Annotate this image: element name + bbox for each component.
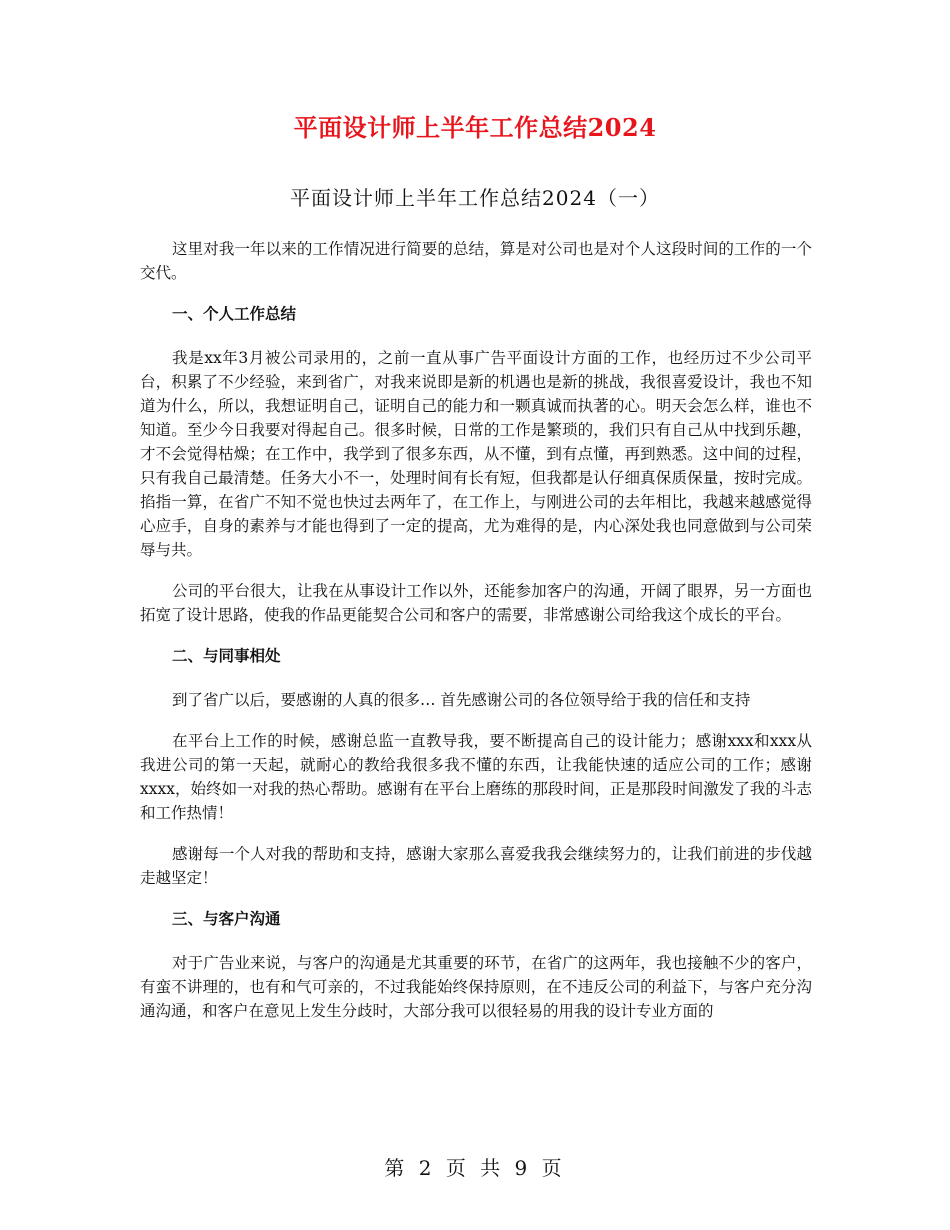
thanks-leaders-paragraph: 到了省广以后，要感谢的人真的很多… 首先感谢公司的各位领导给于我的信任和支持 — [172, 691, 751, 709]
page-number-footer: 第 2 页 共 9 页 — [384, 1156, 566, 1180]
document-body — [140, 237, 812, 1040]
client-communication-paragraph: 对于广告业来说，与客户的沟通是尤其重要的环节，在省广的这两年，我也接触不少的客户，有蛮不讲理的，也有和气可亲的，不过我能始终保持原则，在不违反公司的利益下，与客户充分沟通沟通，和客户在意见上发生分歧时，大部分我可以很轻易的用我的设计专业方面的 — [140, 954, 812, 1020]
section-heading-personal-summary: 一、个人工作总结 — [172, 304, 297, 323]
section-heading-clients: 三、与客户沟通 — [172, 909, 281, 928]
document-title: 平面设计师上半年工作总结2024 — [293, 113, 657, 142]
personal-summary-paragraph: 我是xx年3月被公司录用的，之前一直从事广告平面设计方面的工作，也经历过不少公司平台，积累了不少经验，来到省广，对我来说即是新的机遇也是新的挑战，我很喜爱设计，我也不知道为什么，所以，我想证明自己，证明自己的能力和一颗真诚而执著的心。明天会怎么样，谁也不知道。至少今日我要对得起自己。很多时候，日常的工作是繁琐的，我们只有自己从中找到乐趣，才不会觉得枯燥；在工作中，我学到了很多东西，从不懂，到有点懂，再到熟悉。这中间的过程，只有我自己最清楚。任务大小不一，处理时间有长有短，但我都是认仔细真保质保量，按时完成。掐指一算，在省广不知不觉也快过去两年了，在工作上，与刚进公司的去年相比，我越来越感觉得心应手，自身的素养与才能也得到了一定的提高，尤为难得的是，内心深处我也同意做到与公司荣辱与共。 — [140, 349, 812, 559]
thanks-everyone-paragraph: 感谢每一个人对我的帮助和支持，感谢大家那么喜爱我我会继续努力的，让我们前进的步伐越走越坚定！ — [140, 845, 812, 887]
thanks-colleagues-paragraph: 在平台上工作的时候，感谢总监一直教导我，要不断提高自己的设计能力；感谢xxx和xxx从我进公司的第一天起，就耐心的教给我很多我不懂的东西，让我能快速的适应公司的工作；感谢xxxx，始终如一对我的热心帮助。感谢有在平台上磨练的那段时间，正是那段时间激发了我的斗志和工作热情！ — [140, 732, 812, 822]
platform-paragraph: 公司的平台很大，让我在从事设计工作以外，还能参加客户的沟通，开阔了眼界，另一方面也拓宽了设计思路，使我的作品更能契合公司和客户的需要，非常感谢公司给我这个成长的平台。 — [140, 582, 812, 624]
document-subtitle: 平面设计师上半年工作总结2024（一） — [290, 186, 660, 210]
intro-paragraph: 这里对我一年以来的工作情况进行简要的总结，算是对公司也是对个人这段时间的工作的一个交代。 — [140, 240, 812, 282]
section-heading-colleagues: 二、与同事相处 — [172, 646, 281, 665]
